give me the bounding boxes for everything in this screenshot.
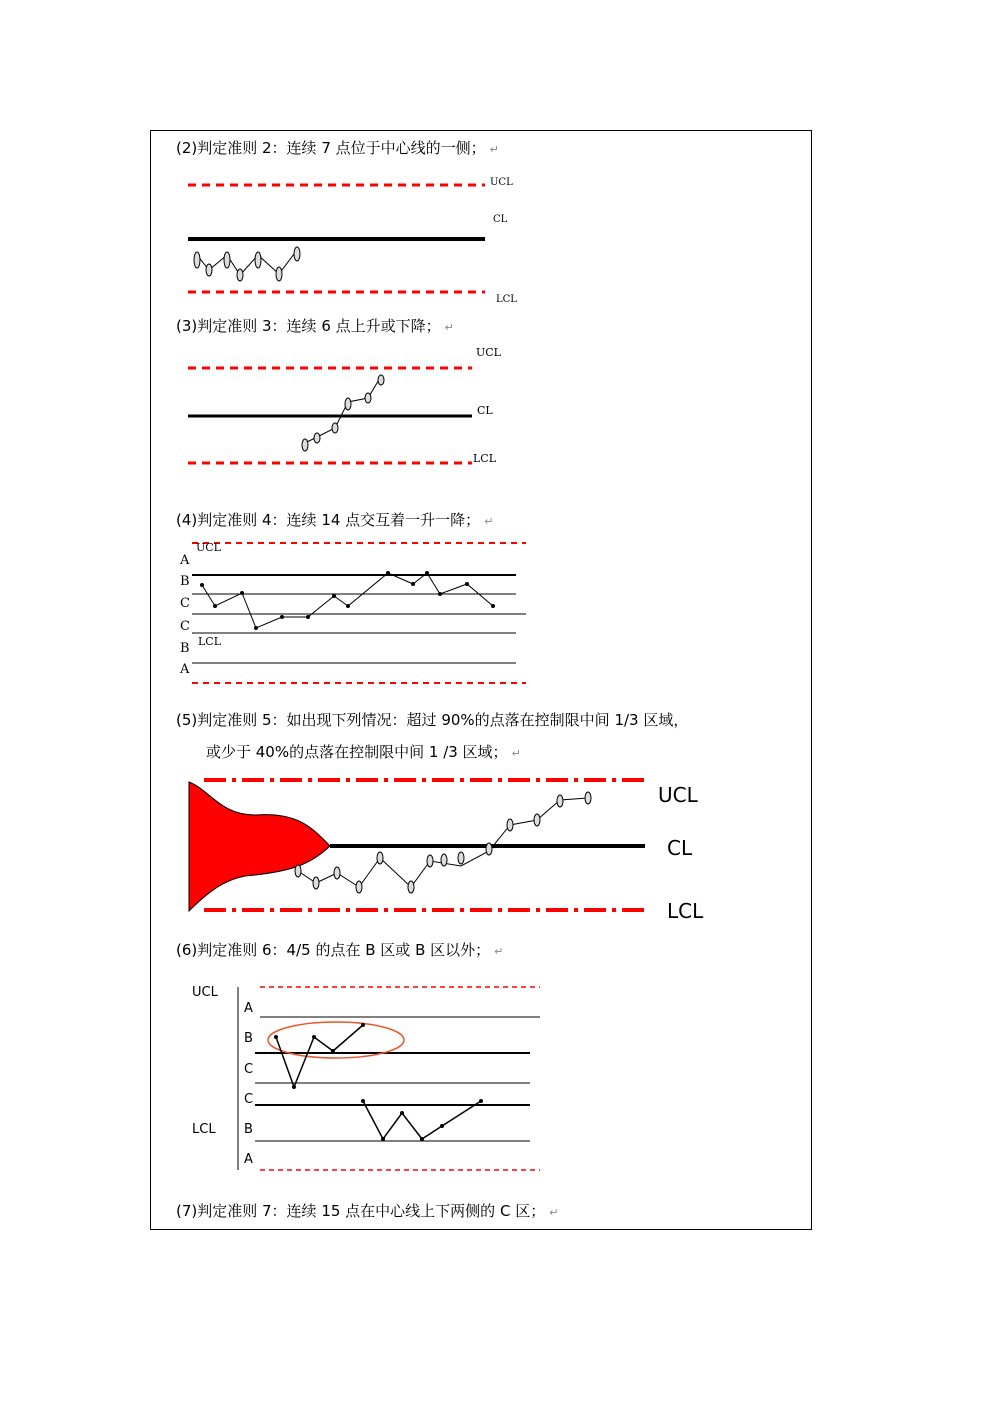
data-point xyxy=(411,582,415,586)
data-point xyxy=(345,398,351,410)
data-point xyxy=(507,819,513,831)
data-point xyxy=(274,1035,278,1039)
cl-label: CL xyxy=(477,404,493,417)
ucl-label: UCL xyxy=(658,783,698,807)
data-point xyxy=(465,582,469,586)
data-point xyxy=(557,795,563,807)
data-point xyxy=(255,252,261,268)
data-point xyxy=(440,1124,444,1128)
data-point xyxy=(294,247,300,261)
lcl-label: LCL xyxy=(473,452,497,465)
data-point xyxy=(224,252,230,268)
rule-5-chart xyxy=(180,770,720,923)
rule-7-text xyxy=(176,1201,558,1223)
zone-b-label: B xyxy=(180,641,190,656)
data-point xyxy=(206,264,212,276)
rule-6-upper-series xyxy=(276,1025,363,1087)
data-point xyxy=(313,877,319,889)
rule-5-text-line2 xyxy=(206,742,521,764)
data-point xyxy=(420,1137,424,1141)
zone-c-label: C xyxy=(180,619,190,634)
data-point xyxy=(386,571,390,575)
rule-4-chart xyxy=(178,535,538,685)
return-mark-icon: ↵ xyxy=(444,321,454,334)
data-point xyxy=(585,792,591,804)
data-point xyxy=(254,626,258,630)
cl-label: CL xyxy=(493,214,508,225)
data-point xyxy=(486,843,492,855)
rule-6-label: (6)判定准则 6：4/5 的点在 B 区或 B 区以外； xyxy=(176,941,491,959)
data-point xyxy=(427,855,433,867)
data-point xyxy=(332,594,336,598)
data-point xyxy=(213,604,217,608)
rule-5-points xyxy=(295,792,591,893)
ucl-label: UCL xyxy=(196,541,221,554)
data-point xyxy=(306,615,310,619)
rule-2-text xyxy=(176,138,499,160)
zone-b-label: B xyxy=(244,1031,253,1046)
lcl-label: LCL xyxy=(667,899,704,923)
data-point xyxy=(361,1099,365,1103)
data-point xyxy=(295,865,301,877)
data-point xyxy=(200,583,204,587)
data-point xyxy=(441,854,447,866)
data-point xyxy=(408,881,414,893)
zone-c-label: C xyxy=(244,1092,254,1107)
data-point xyxy=(356,881,362,893)
rule-4-points xyxy=(200,571,495,630)
data-point xyxy=(381,1137,385,1141)
data-point xyxy=(237,269,243,281)
data-point xyxy=(479,1099,483,1103)
data-point xyxy=(361,1023,365,1027)
zone-b-label: B xyxy=(180,574,190,589)
data-point xyxy=(534,814,540,826)
data-point xyxy=(280,615,284,619)
rule-6-points xyxy=(274,1023,483,1141)
data-point xyxy=(438,592,442,596)
lcl-label: LCL xyxy=(192,1122,216,1137)
data-point xyxy=(400,1111,404,1115)
rule-3-chart xyxy=(180,340,520,470)
data-point xyxy=(331,1049,335,1053)
rule-5-label-cont: 或少于 40%的点落在控制限中间 1 /3 区域； xyxy=(206,743,508,761)
zone-a-label: A xyxy=(180,662,190,677)
return-mark-icon: ↵ xyxy=(489,143,499,156)
rule-4-series xyxy=(202,573,493,628)
ucl-label: UCL xyxy=(192,985,218,1000)
data-point xyxy=(292,1085,296,1089)
lcl-label: LCL xyxy=(198,635,222,648)
data-point xyxy=(334,867,340,879)
data-point xyxy=(378,375,384,385)
rule-4-text xyxy=(176,510,493,532)
data-point xyxy=(346,604,350,608)
data-point xyxy=(276,267,282,281)
zone-c-label: C xyxy=(244,1062,254,1077)
rule-6-lower-series xyxy=(363,1101,481,1139)
zone-a-label: A xyxy=(244,1152,253,1167)
rule-7-label: (7)判定准则 7：连续 15 点在中心线上下两侧的 C 区； xyxy=(176,1202,546,1220)
rule-5-text-line1 xyxy=(176,710,688,730)
data-point xyxy=(458,852,464,864)
data-point xyxy=(491,604,495,608)
zone-a-label: A xyxy=(180,553,190,568)
data-point xyxy=(365,393,371,403)
rule-2-label: (2)判定准则 2：连续 7 点位于中心线的一侧； xyxy=(176,139,486,157)
data-point xyxy=(312,1035,316,1039)
cl-label: CL xyxy=(667,836,693,860)
rule-6-chart xyxy=(180,975,560,1175)
data-point xyxy=(314,433,320,443)
zone-c-label: C xyxy=(180,596,190,611)
ucl-label: UCL xyxy=(490,177,513,188)
data-point xyxy=(332,423,338,433)
rule-5-label: (5)判定准则 5：如出现下列情况：超过 90%的点落在控制限中间 1/3 区域， xyxy=(176,711,689,729)
zone-a-label: A xyxy=(244,1001,253,1016)
lcl-label: LCL xyxy=(496,294,517,305)
data-point xyxy=(240,591,244,595)
rule-3-label: (3)判定准则 3：连续 6 点上升或下降； xyxy=(176,317,441,335)
rule-3-text xyxy=(176,316,454,338)
data-point xyxy=(302,439,308,451)
rule-2-points xyxy=(194,247,300,281)
rule-5-series xyxy=(298,798,588,887)
return-mark-icon: ↵ xyxy=(494,945,504,958)
zone-b-label: B xyxy=(244,1122,253,1137)
rule-6-text xyxy=(176,940,503,962)
data-point xyxy=(194,252,200,268)
distribution-shade xyxy=(189,782,330,911)
return-mark-icon: ↵ xyxy=(511,747,521,760)
rule-2-chart xyxy=(180,170,540,310)
data-point xyxy=(425,571,429,575)
data-point xyxy=(377,852,383,864)
rule-4-label: (4)判定准则 4：连续 14 点交互着一升一降； xyxy=(176,511,481,529)
return-mark-icon: ↵ xyxy=(549,1206,559,1219)
ucl-label: UCL xyxy=(476,346,501,359)
return-mark-icon: ↵ xyxy=(484,515,494,528)
